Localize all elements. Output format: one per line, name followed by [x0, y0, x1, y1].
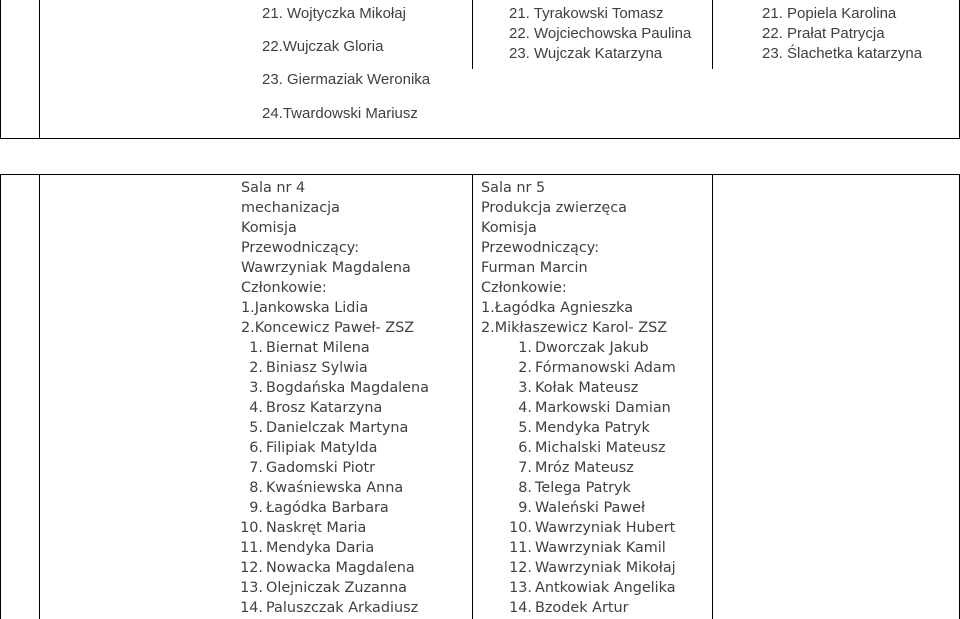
student-name: Łagódka Barbara	[266, 500, 389, 516]
student-name: Bogdańska Magdalena	[266, 380, 429, 396]
list-item	[239, 578, 469, 598]
student-name: Wawrzyniak Mikołaj	[535, 560, 676, 576]
members-label: Członkowie:	[481, 280, 567, 296]
list-number: 13.	[240, 580, 263, 596]
list-item: 23. Ślachetka katarzyna	[762, 45, 923, 62]
list-number: 8.	[518, 480, 532, 496]
student-name: Bzodek Artur	[535, 600, 629, 616]
list-item	[508, 358, 709, 378]
list-item: 22. Prałat Patrycja	[762, 25, 885, 42]
list-item	[508, 438, 709, 458]
student-name: Filipiak Matylda	[266, 440, 378, 456]
student-list	[508, 338, 709, 618]
list-item	[508, 518, 709, 538]
list-number: 3.	[249, 380, 263, 396]
student-name: Wawrzyniak Kamil	[535, 540, 666, 556]
student-name: Paluszczak Arkadiusz	[266, 600, 419, 616]
member: 1.Jankowska Lidia	[241, 300, 369, 316]
student-name: Olejniczak Zuzanna	[266, 580, 407, 596]
list-number: 14.	[240, 600, 263, 616]
list-number: 2.	[518, 360, 532, 376]
list-number: 2.	[249, 360, 263, 376]
members-label: Członkowie:	[241, 280, 327, 296]
list-item	[239, 398, 469, 418]
room-title: Sala nr 5	[481, 180, 546, 196]
student-name: Kołak Mateusz	[535, 380, 639, 396]
list-number: 7.	[518, 460, 532, 476]
list-number: 12.	[509, 560, 532, 576]
student-name: Biernat Milena	[266, 340, 370, 356]
list-number: 4.	[518, 400, 532, 416]
list-number: 12.	[240, 560, 263, 576]
list-item: 23. Giermaziak Weronika	[262, 71, 431, 88]
list-item: 24.Twardowski Mariusz	[262, 105, 418, 122]
list-number: 3.	[518, 380, 532, 396]
commission-label: Komisja	[241, 220, 297, 236]
student-name: Kwaśniewska Anna	[266, 480, 404, 496]
list-item	[508, 498, 709, 518]
list-item	[508, 458, 709, 478]
student-list	[239, 338, 469, 618]
list-item	[508, 338, 709, 358]
student-name: Fórmanowski Adam	[535, 360, 676, 376]
student-name: Mendyka Patryk	[535, 420, 650, 436]
list-number: 7.	[249, 460, 263, 476]
student-name: Dworczak Jakub	[535, 340, 649, 356]
chair-name: Furman Marcin	[481, 260, 588, 276]
student-name: Mróz Mateusz	[535, 460, 634, 476]
top-table-border	[712, 0, 713, 69]
list-number: 10.	[240, 520, 263, 536]
list-number: 1.	[249, 340, 263, 356]
student-name: Michalski Mateusz	[535, 440, 666, 456]
list-number: 11.	[509, 540, 532, 556]
list-item	[239, 418, 469, 438]
list-number: 11.	[240, 540, 263, 556]
list-item	[239, 378, 469, 398]
list-item	[508, 418, 709, 438]
list-item	[239, 538, 469, 558]
list-number: 8.	[249, 480, 263, 496]
student-name: Mendyka Daria	[266, 540, 375, 556]
room-table-border	[0, 174, 1, 619]
list-item	[508, 378, 709, 398]
list-number: 13.	[509, 580, 532, 596]
list-item	[508, 598, 709, 618]
chair-label: Przewodniczący:	[481, 240, 600, 256]
list-item: 22. Wojciechowska Paulina	[509, 25, 692, 42]
student-name: Naskręt Maria	[266, 520, 367, 536]
room-table-border	[0, 174, 960, 175]
list-number: 5.	[249, 420, 263, 436]
list-item	[239, 518, 469, 538]
list-number: 9.	[518, 500, 532, 516]
list-item	[239, 558, 469, 578]
student-name: Danielczak Martyna	[266, 420, 409, 436]
list-number: 5.	[518, 420, 532, 436]
list-item	[508, 558, 709, 578]
list-item	[508, 398, 709, 418]
list-item	[239, 498, 469, 518]
list-item	[239, 598, 469, 618]
student-name: Wawrzyniak Hubert	[535, 520, 676, 536]
room-table-border	[39, 174, 40, 619]
chair-label: Przewodniczący:	[241, 240, 360, 256]
list-number: 1.	[518, 340, 532, 356]
room-subtitle: mechanizacja	[241, 200, 340, 216]
list-number: 4.	[249, 400, 263, 416]
list-item	[508, 578, 709, 598]
member: 1.Łagódka Agnieszka	[481, 300, 634, 316]
list-item: 21. Wojtyczka Mikołaj	[262, 5, 406, 22]
room-4	[241, 178, 469, 618]
room-table-border	[712, 174, 713, 619]
student-name: Telega Patryk	[535, 480, 631, 496]
list-item	[239, 458, 469, 478]
list-number: 14.	[509, 600, 532, 616]
list-item	[239, 358, 469, 378]
list-item	[508, 538, 709, 558]
top-table-border	[39, 0, 40, 139]
student-name: Biniasz Sylwia	[266, 360, 368, 376]
list-item: 23. Wujczak Katarzyna	[509, 45, 663, 62]
room-subtitle: Produkcja zwierzęca	[481, 200, 627, 216]
room-table-border	[472, 174, 473, 619]
list-item	[508, 478, 709, 498]
student-name: Waleński Paweł	[535, 500, 646, 516]
list-item	[239, 438, 469, 458]
top-table-border	[472, 0, 473, 69]
top-table-border	[0, 138, 960, 139]
student-name: Markowski Damian	[535, 400, 671, 416]
room-5	[481, 178, 709, 618]
list-item	[239, 478, 469, 498]
list-number: 10.	[509, 520, 532, 536]
list-number: 9.	[249, 500, 263, 516]
room-title: Sala nr 4	[241, 180, 306, 196]
student-name: Antkowiak Angelika	[535, 580, 676, 596]
top-table-border	[0, 0, 1, 139]
list-number: 6.	[518, 440, 532, 456]
list-item: 21. Tyrakowski Tomasz	[509, 5, 664, 22]
student-name: Nowacka Magdalena	[266, 560, 415, 576]
list-item	[239, 338, 469, 358]
member: 2.Mikłaszewicz Karol- ZSZ	[481, 320, 668, 336]
student-name: Brosz Katarzyna	[266, 400, 383, 416]
chair-name: Wawrzyniak Magdalena	[241, 260, 411, 276]
member: 2.Koncewicz Paweł- ZSZ	[241, 320, 415, 336]
list-number: 6.	[249, 440, 263, 456]
list-item: 21. Popiela Karolina	[762, 5, 897, 22]
list-item: 22.Wujczak Gloria	[262, 38, 384, 55]
commission-label: Komisja	[481, 220, 537, 236]
student-name: Gadomski Piotr	[266, 460, 376, 476]
